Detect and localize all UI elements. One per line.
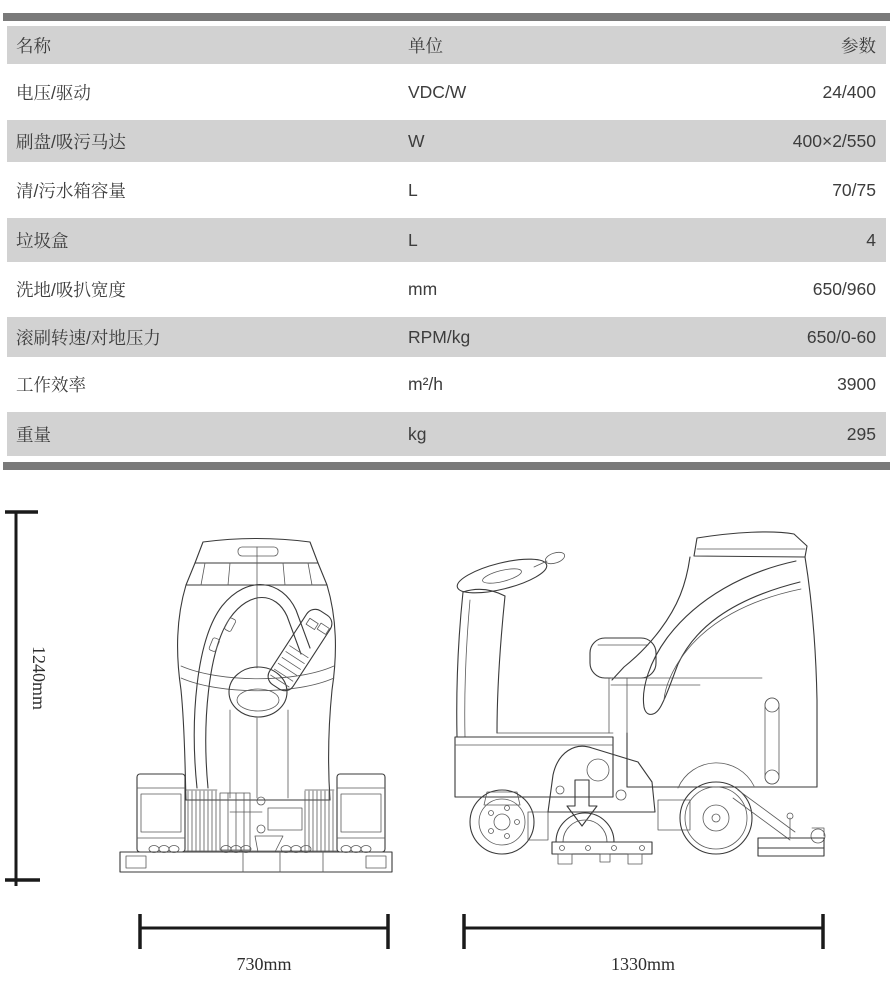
- header-name: 名称: [16, 35, 51, 56]
- spec-name: 重量: [16, 424, 51, 445]
- front-width-dimension: [140, 914, 388, 974]
- spec-unit: L: [408, 229, 418, 250]
- table-row: [7, 317, 886, 357]
- spec-unit: L: [408, 179, 418, 200]
- table-row: [7, 64, 886, 120]
- spec-table: [7, 26, 886, 456]
- table-row: [7, 218, 886, 262]
- front-view-drawing: [120, 539, 392, 873]
- header-unit: 单位: [408, 35, 443, 56]
- table-top-accent-bar: [3, 13, 890, 21]
- spec-name: 洗地/吸扒宽度: [16, 280, 126, 300]
- spec-value: 3900: [837, 374, 876, 394]
- side-length-dimension: [464, 914, 823, 974]
- front-width-label: 730mm: [236, 954, 292, 974]
- spec-unit: VDC/W: [408, 81, 467, 102]
- spec-unit: W: [408, 130, 425, 151]
- spec-value: 295: [846, 423, 876, 444]
- technical-drawings: [0, 470, 893, 995]
- table-row: [7, 357, 886, 412]
- table-row: [7, 262, 886, 317]
- spec-name: 清/污水箱容量: [16, 180, 126, 201]
- spec-unit: kg: [408, 423, 427, 444]
- spec-name: 滚刷转速/对地压力: [16, 327, 161, 348]
- spec-unit: m²/h: [408, 374, 443, 394]
- table-row: [7, 412, 886, 456]
- spec-name: 工作效率: [16, 375, 86, 395]
- spec-unit: mm: [408, 279, 438, 299]
- side-view-drawing: [454, 532, 825, 864]
- spec-name: 电压/驱动: [16, 82, 91, 103]
- table-row: [7, 162, 886, 218]
- spec-value: 4: [866, 229, 876, 250]
- spec-name: 刷盘/吸污马达: [16, 131, 126, 152]
- spec-value: 70/75: [832, 179, 876, 200]
- header-value: 参数: [841, 35, 876, 56]
- table-row: [7, 120, 886, 162]
- table-bottom-accent-bar: [3, 462, 890, 470]
- side-length-label: 1330mm: [610, 954, 676, 974]
- height-dimension: [5, 511, 49, 886]
- spec-name: 垃圾盒: [16, 230, 69, 251]
- height-dimension-label: 1240mm: [29, 645, 49, 711]
- spec-value: 400×2/550: [792, 130, 876, 151]
- spec-value: 24/400: [822, 81, 876, 102]
- spec-unit: RPM/kg: [408, 326, 471, 347]
- spec-value: 650/960: [812, 279, 876, 299]
- spec-value: 650/0-60: [806, 326, 876, 347]
- table-header-row: [7, 26, 886, 64]
